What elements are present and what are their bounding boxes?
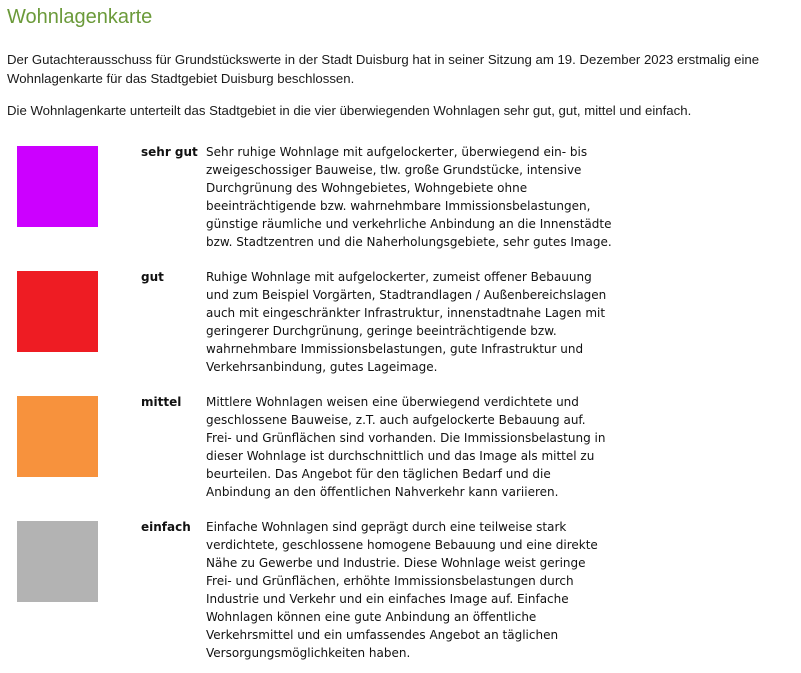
color-swatch-gut [17, 271, 98, 352]
description-line: Versorgungsmöglichkeiten haben. [206, 646, 411, 660]
color-swatch-mittel [17, 396, 98, 477]
description-line: günstige räumliche und verkehrliche Anbindung an die Innenstädte [206, 217, 612, 231]
description-line: bzw. Stadtzentren und die Naherholungsgebiete, sehr gutes Image. [206, 235, 612, 249]
intro-line: Wohnlagenkarte für das Stadtgebiet Duisburg beschlossen. [7, 71, 355, 86]
category-label-einfach: einfach [141, 520, 191, 534]
description-line: Durchgrünung des Wohngebietes, Wohngebiete ohne [206, 181, 528, 195]
description-line: Anbindung an den öffentlichen Nahverkehr kann variieren. [206, 485, 559, 499]
category-label-mittel: mittel [141, 395, 182, 409]
category-label-gut: gut [141, 270, 164, 284]
description-line: Ruhige Wohnlage mit aufgelockerter, zumeist offener Bebauung [206, 270, 592, 284]
description-line: Industrie und Verkehr und ein einfaches Image auf. Einfache [206, 592, 569, 606]
description-line: verdichtete, geschlossene homogene Bebauung und eine direkte [206, 538, 598, 552]
description-line: und zum Beispiel Vorgärten, Stadtrandlagen / Außenbereichslagen [206, 288, 607, 302]
color-swatch-sehr-gut [17, 146, 98, 227]
category-label-sehr-gut: sehr gut [141, 145, 198, 159]
description-line: Nähe zu Gewerbe und Industrie. Diese Wohnlage weist geringe [206, 556, 586, 570]
description-line: geringerer Durchgrünung, geringe beeinträchtigende bzw. [206, 324, 557, 338]
description-line: Mittlere Wohnlagen weisen eine überwiegend verdichtete und [206, 395, 579, 409]
description-line: Frei- und Grünflächen sind vorhanden. Die Immissionsbelastung in [206, 431, 606, 445]
category-description-mittel [206, 393, 626, 501]
category-description-sehr-gut [206, 143, 626, 251]
page-title: Wohnlagenkarte [7, 6, 153, 28]
intro-line: Der Gutachterausschuss für Grundstückswerte in der Stadt Duisburg hat in seiner Sitzung am 19. Dezember 2023 erstmalig eine [7, 52, 760, 67]
color-swatch-einfach [17, 521, 98, 602]
description-line: beeinträchtigende bzw. wahrnehmbare Immissionsbelastungen, [206, 199, 591, 213]
description-line: Frei- und Grünflächen, erhöhte Immissionsbelastungen durch [206, 574, 574, 588]
description-line: Einfache Wohnlagen sind geprägt durch eine teilweise stark [206, 520, 567, 534]
category-description-einfach [206, 518, 626, 662]
intro-paragraph-2: Die Wohnlagenkarte unterteilt das Stadtgebiet in die vier überwiegenden Wohnlagen sehr gut, gut, mittel und einfach. [7, 103, 692, 118]
description-line: wahrnehmbare Immissionsbelastungen, gute Infrastruktur und [206, 342, 584, 356]
description-line: beurteilen. Das Angebot für den täglichen Bedarf und die [206, 467, 551, 481]
description-line: Verkehrsanbindung, gutes Lageimage. [206, 360, 438, 374]
description-line: auch mit eingeschränkter Infrastruktur, innenstadtnahe Lagen mit [206, 306, 606, 320]
description-line: Verkehrsmittel und ein umfassendes Angebot an täglichen [206, 628, 559, 642]
description-line: dieser Wohnlage ist durchschnittlich und das Image als mittel zu [206, 449, 595, 463]
description-line: Sehr ruhige Wohnlage mit aufgelockerter, überwiegend ein- bis [206, 145, 588, 159]
description-line: zweigeschossiger Bauweise, tlw. große Grundstücke, intensive [206, 163, 582, 177]
description-line: geschlossene Bauweise, z.T. auch aufgelockerte Bebauung auf. [206, 413, 586, 427]
category-description-gut [206, 268, 626, 376]
intro-paragraph-1 [7, 50, 793, 88]
description-line: Wohnlagen können eine gute Anbindung an öffentliche [206, 610, 537, 624]
